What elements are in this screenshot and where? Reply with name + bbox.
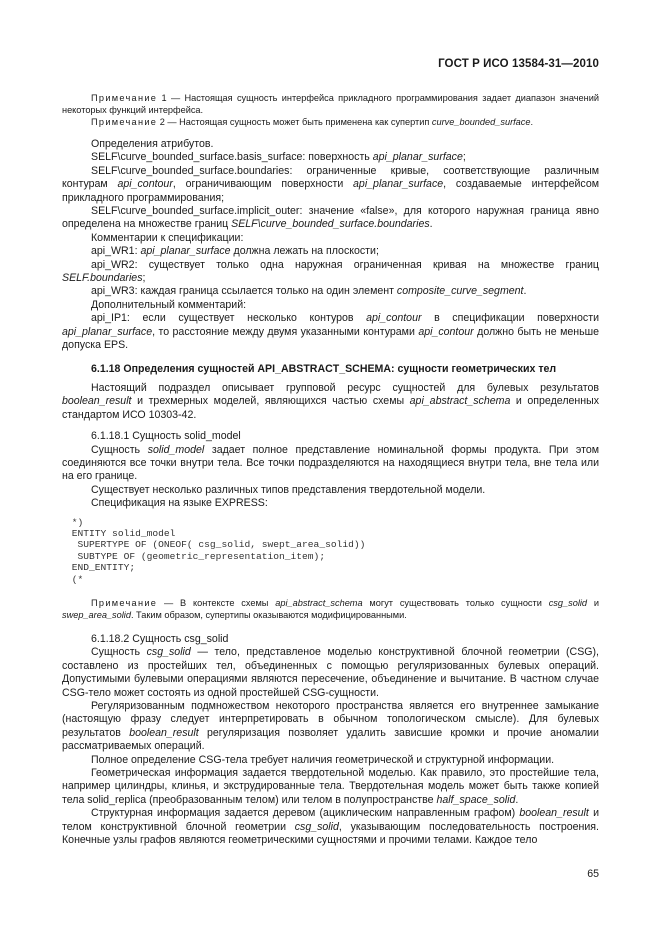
note-2: Примечание 2 — Настоящая сущность может быть применена как супертип curve_bounded_surface.: [91, 117, 534, 127]
note-label: Примечание: [91, 117, 158, 127]
section-heading: 6.1.18 Определения сущностей API_ABSTRACT_SCHEMA: сущности геометрических тел: [91, 362, 557, 375]
csg-full-definition: Полное определение CSG-тела требует наличия геометрической и структурной информации.: [91, 753, 555, 766]
comment-ip1: api_IP1: если существует несколько контуров api_contour в спецификации поверхности api_planar_surface, то расстояние между двумя указанными контурами api_contour должно быть не меньше допуска EPS.: [62, 312, 600, 352]
subsection-solid-model-title: 6.1.18.1 Сущность solid_model: [91, 430, 241, 443]
solid-model-types: Существует несколько различных типов представления твердотельной модели.: [91, 483, 486, 496]
page-number: 65: [587, 868, 599, 880]
attr-boundaries: SELF\curve_bounded_surface.boundaries: ограниченные кривые, соответствующие различным контурам api_contour, ограничивающим поверхности api_planar_surface, создаваемые интерфейсом прикладного программирования;: [62, 164, 599, 204]
page-content: [62, 92, 599, 848]
subsection-csg-solid-title: 6.1.18.2 Сущность csg_solid: [91, 633, 229, 645]
express-code-block: *) ENTITY solid_model SUPERTYPE OF (ONEOF( csg_solid, swept_area_solid)) SUBTYPE OF (geometric_representation_item); END_ENTITY; (*: [71, 516, 366, 585]
attr-implicit-outer: SELF\curve_bounded_surface.implicit_outer: значение «false», для которого наружная граница явно определена на множестве границ SELF\curve_bounded_surface.boundaries.: [62, 205, 599, 231]
comment-wr2: api_WR2: существует только одна наружная ограниченная кривая на множестве границ SELF.boundaries;: [62, 258, 599, 285]
comment-wr1: api_WR1: api_planar_surface должна лежать на плоскости;: [91, 245, 379, 258]
document-header: ГОСТ Р ИСО 13584-31—2010: [438, 58, 599, 70]
comment-wr3: api_WR3: каждая граница ссылается только на один элемент composite_curve_segment.: [91, 285, 527, 298]
csg-geometric-info: Геометрическая информация задается твердотельной моделью. Как правило, это простейшие тела, например цилиндры, клинья, и экструдированные тела. Твердотельная модель может быть также копией тела solid_replica (преобразованным телом) или телом в полупространстве half_space_solid.: [62, 767, 599, 806]
solid-model-definition: Сущность solid_model задает полное представление номинальной формы продукта. При этом соединяются все точки внутри тела. Все точки подразделяются на находящиеся внутри тела, вне тела или на его границе.: [62, 443, 599, 483]
extra-comment-title: Дополнительный комментарий:: [91, 298, 247, 311]
attrs-title: Определения атрибутов.: [91, 138, 214, 150]
comments-title: Комментарии к спецификации:: [91, 231, 244, 244]
csg-structural-info: Структурная информация задается деревом (ациклическим направленным графом) boolean_result и телом конструктивной блочной геометрии csg_solid, указывающим последовательность построения. Конечные узлы графов являются геометрическими сущностями и прочими телами. Каждое тело: [62, 807, 599, 847]
note-label: Примечание: [91, 93, 158, 103]
attr-basis-surface: SELF\curve_bounded_surface.basis_surface: поверхность api_planar_surface;: [91, 151, 466, 164]
csg-definition: Сущность csg_solid — тело, представленое моделью конструктивной блочной геометрии (CSG), составлено из простейших тел, объединенных с помощью регуляризованных булевых операций. Допустимыми булевыми операциями являются пересечение, объединение и вычитание. В частном случае CSG-тело может состоять из одной простейшей CSG-сущности.: [62, 646, 599, 699]
express-spec-label: Спецификация на языке EXPRESS:: [91, 497, 268, 510]
note-label: Примечание: [91, 598, 158, 608]
solid-model-note: Примечание — В контексте схемы api_abstract_schema могут существовать только сущности csg_solid и swep_area_solid. Таким образом, супертипы оказываются модифицированными.: [62, 598, 599, 620]
csg-regularization: Регуляризованным подмножеством некоторого пространства является его внутреннее замыкание (настоящую фразу следует интерпретировать в обычном топологическом смысле). Для булевых результатов boolean_result регуляризация позволяет удалить зависшие кромки и прочие аномалии рассматриваемых операций.: [62, 700, 599, 753]
section-intro: Настоящий подраздел описывает групповой ресурс сущностей для булевых результатов boolean_result и трехмерных моделей, являющихся частью схемы api_abstract_schema и определенных стандартом ИСО 10303-42.: [62, 381, 599, 421]
note-1: Примечание 1 — Настоящая сущность интерфейса прикладного программирования задает диапазон значений некоторых функций интерфейса.: [62, 93, 599, 115]
